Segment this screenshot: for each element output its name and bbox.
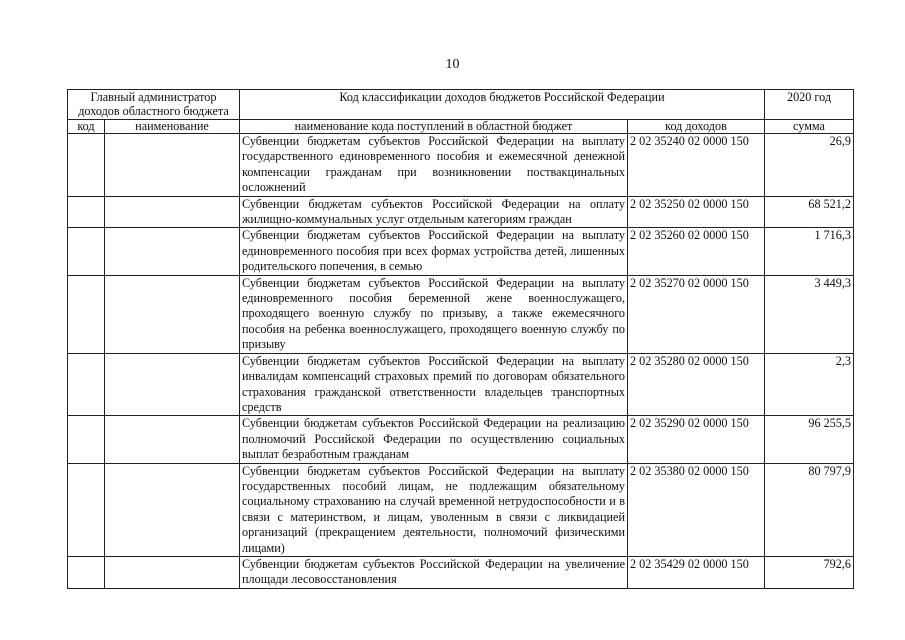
admin-name-cell	[105, 275, 240, 353]
income-code-cell: 2 02 35429 02 0000 150	[628, 556, 765, 588]
page-number: 10	[445, 57, 460, 72]
income-code-cell: 2 02 35250 02 0000 150	[628, 196, 765, 228]
admin-code-cell	[68, 196, 105, 228]
col-code-header: код	[68, 120, 105, 134]
admin-name-cell	[105, 196, 240, 228]
admin-name-cell	[105, 416, 240, 463]
amount-cell: 68 521,2	[765, 196, 854, 228]
admin-name-cell	[105, 463, 240, 556]
table-row	[68, 416, 854, 463]
amount-cell: 3 449,3	[765, 275, 854, 353]
admin-name-cell	[105, 556, 240, 588]
table-row	[68, 556, 854, 588]
table-row	[68, 228, 854, 275]
table-row	[68, 196, 854, 228]
admin-code-cell	[68, 275, 105, 353]
amount-cell: 792,6	[765, 556, 854, 588]
income-code-cell: 2 02 35270 02 0000 150	[628, 275, 765, 353]
amount-cell: 2,3	[765, 353, 854, 416]
admin-name-cell	[105, 134, 240, 197]
revenue-table	[67, 89, 854, 589]
admin-code-cell	[68, 353, 105, 416]
admin-code-cell	[68, 556, 105, 588]
admin-code-cell	[68, 228, 105, 275]
table-row	[68, 463, 854, 556]
income-code-cell: 2 02 35280 02 0000 150	[628, 353, 765, 416]
income-name-cell: Субвенции бюджетам субъектов Российской Федерации на реализацию полномочий Российской Федерации по осуществлению социальных выплат безработным гражданам	[240, 416, 628, 463]
admin-code-cell	[68, 416, 105, 463]
table-row	[68, 275, 854, 353]
income-name-cell: Субвенции бюджетам субъектов Российской Федерации на оплату жилищно-коммунальных услуг отдельным категориям граждан	[240, 196, 628, 228]
col-income-code-header: код доходов	[628, 120, 765, 134]
income-name-cell: Субвенции бюджетам субъектов Российской Федерации на выплату государственных пособий лицам, не подлежащим обязательному социальному страхованию на случай временной нетрудоспособности и в связи с материнством, и лицам, уволенным в связи с ликвидацией организаций (прекращением деятельности, полномочий физическими лицами)	[240, 463, 628, 556]
income-name-cell: Субвенции бюджетам субъектов Российской Федерации на выплату единовременного пособия при всех формах устройства детей, лишенных родительского попечения, в семью	[240, 228, 628, 275]
col-name-header: наименование	[105, 120, 240, 134]
header-admin: Главный администратор доходов областного бюджета	[68, 90, 240, 120]
admin-name-cell	[105, 228, 240, 275]
income-name-cell: Субвенции бюджетам субъектов Российской Федерации на увеличение площади лесовосстановления	[240, 556, 628, 588]
income-name-cell: Субвенции бюджетам субъектов Российской Федерации на выплату государственного единовременного пособия и ежемесячной денежной компенсации гражданам при возникновении поствакцинальных осложнений	[240, 134, 628, 197]
subheader-row	[68, 120, 854, 134]
amount-cell: 1 716,3	[765, 228, 854, 275]
admin-name-cell	[105, 353, 240, 416]
table-row	[68, 134, 854, 197]
income-code-cell: 2 02 35290 02 0000 150	[628, 416, 765, 463]
income-code-cell: 2 02 35240 02 0000 150	[628, 134, 765, 197]
income-name-cell: Субвенции бюджетам субъектов Российской Федерации на выплату инвалидам компенсаций страховых премий по договорам обязательного страхования гражданской ответственности владельцев транспортных средств	[240, 353, 628, 416]
col-sum-header: сумма	[765, 120, 854, 134]
income-code-cell: 2 02 35380 02 0000 150	[628, 463, 765, 556]
header-year: 2020 год	[765, 90, 854, 120]
amount-cell: 80 797,9	[765, 463, 854, 556]
header-classification: Код классификации доходов бюджетов Российской Федерации	[240, 90, 765, 120]
income-name-cell: Субвенции бюджетам субъектов Российской Федерации на выплату единовременного пособия беременной жене военнослужащего, проходящего военную службу по призыву, а также ежемесячного пособия на ребенка военнослужащего, проходящего военную службу по призыву	[240, 275, 628, 353]
col-income-name-header: наименование кода поступлений в областной бюджет	[240, 120, 628, 134]
admin-code-cell	[68, 134, 105, 197]
amount-cell: 26,9	[765, 134, 854, 197]
income-code-cell: 2 02 35260 02 0000 150	[628, 228, 765, 275]
admin-code-cell	[68, 463, 105, 556]
amount-cell: 96 255,5	[765, 416, 854, 463]
table-row	[68, 353, 854, 416]
